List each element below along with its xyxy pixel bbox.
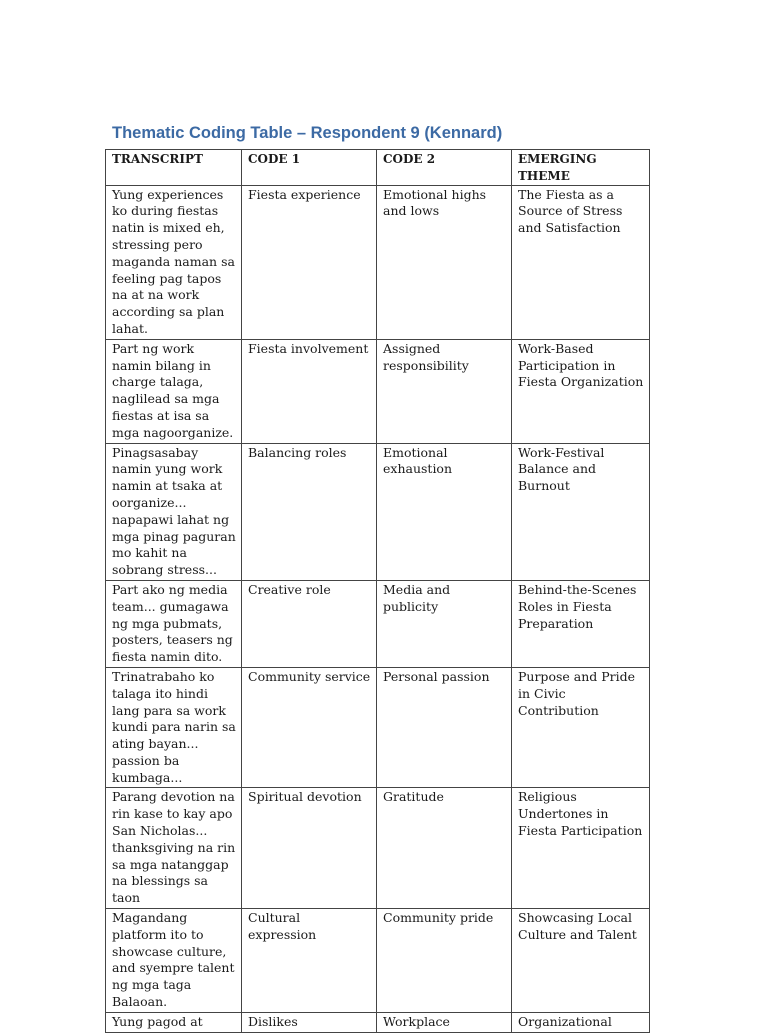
code-1-cell: Dislikes [242, 1012, 377, 1032]
transcript-cell: Part ako ng media team... gumagawa ng mga pubmats, posters, teasers ng fiesta namin dito. [106, 580, 242, 667]
theme-cell: Showcasing Local Culture and Talent [512, 909, 650, 1013]
theme-cell: The Fiesta as a Source of Stress and Satisfaction [512, 185, 650, 339]
thematic-coding-table [105, 149, 650, 1033]
table-row [106, 909, 650, 1013]
theme-cell: Organizational [512, 1012, 650, 1032]
code-1-cell: Creative role [242, 580, 377, 667]
code-2-cell: Emotional exhaustion [377, 443, 512, 580]
code-2-cell: Assigned responsibility [377, 339, 512, 443]
table-row [106, 339, 650, 443]
code-2-cell: Workplace [377, 1012, 512, 1032]
theme-cell: Behind-the-Scenes Roles in Fiesta Preparation [512, 580, 650, 667]
code-1-cell: Community service [242, 667, 377, 788]
code-2-cell: Emotional highs and lows [377, 185, 512, 339]
table-row [106, 443, 650, 580]
header-code-2: CODE 2 [377, 150, 512, 186]
table-row [106, 788, 650, 909]
code-2-cell: Media and publicity [377, 580, 512, 667]
transcript-cell: Yung pagod at [106, 1012, 242, 1032]
code-1-cell: Spiritual devotion [242, 788, 377, 909]
table-row [106, 667, 650, 788]
table-row [106, 1012, 650, 1032]
header-transcript: TRANSCRIPT [106, 150, 242, 186]
code-2-cell: Community pride [377, 909, 512, 1013]
code-1-cell: Cultural expression [242, 909, 377, 1013]
theme-cell: Purpose and Pride in Civic Contribution [512, 667, 650, 788]
table-row [106, 185, 650, 339]
theme-cell: Religious Undertones in Fiesta Participation [512, 788, 650, 909]
code-2-cell: Personal passion [377, 667, 512, 788]
page-title: Thematic Coding Table – Respondent 9 (Kennard) [112, 124, 503, 142]
transcript-cell: Parang devotion na rin kase to kay apo San Nicholas... thanksgiving na rin sa mga natanggap na blessings sa taon [106, 788, 242, 909]
header-code-1: CODE 1 [242, 150, 377, 186]
code-1-cell: Fiesta involvement [242, 339, 377, 443]
code-2-cell: Gratitude [377, 788, 512, 909]
transcript-cell: Part ng work namin bilang in charge talaga, naglilead sa mga fiestas at isa sa mga nagoorganize. [106, 339, 242, 443]
transcript-cell: Trinatrabaho ko talaga ito hindi lang para sa work kundi para narin sa ating bayan... passion ba kumbaga... [106, 667, 242, 788]
theme-cell: Work-Festival Balance and Burnout [512, 443, 650, 580]
transcript-cell: Pinagsasabay namin yung work namin at tsaka at oorganize... napapawi lahat ng mga pinag paguran mo kahit na sobrang stress... [106, 443, 242, 580]
theme-cell: Work-Based Participation in Fiesta Organization [512, 339, 650, 443]
code-1-cell: Fiesta experience [242, 185, 377, 339]
transcript-cell: Magandang platform ito to showcase culture, and syempre talent ng mga taga Balaoan. [106, 909, 242, 1013]
code-1-cell: Balancing roles [242, 443, 377, 580]
table-row [106, 580, 650, 667]
table-header-row [106, 150, 650, 186]
transcript-cell: Yung experiences ko during fiestas natin is mixed eh, stressing pero maganda naman sa feeling pag tapos na at na work according sa plan lahat. [106, 185, 242, 339]
header-emerging-theme: EMERGING THEME [512, 150, 650, 186]
